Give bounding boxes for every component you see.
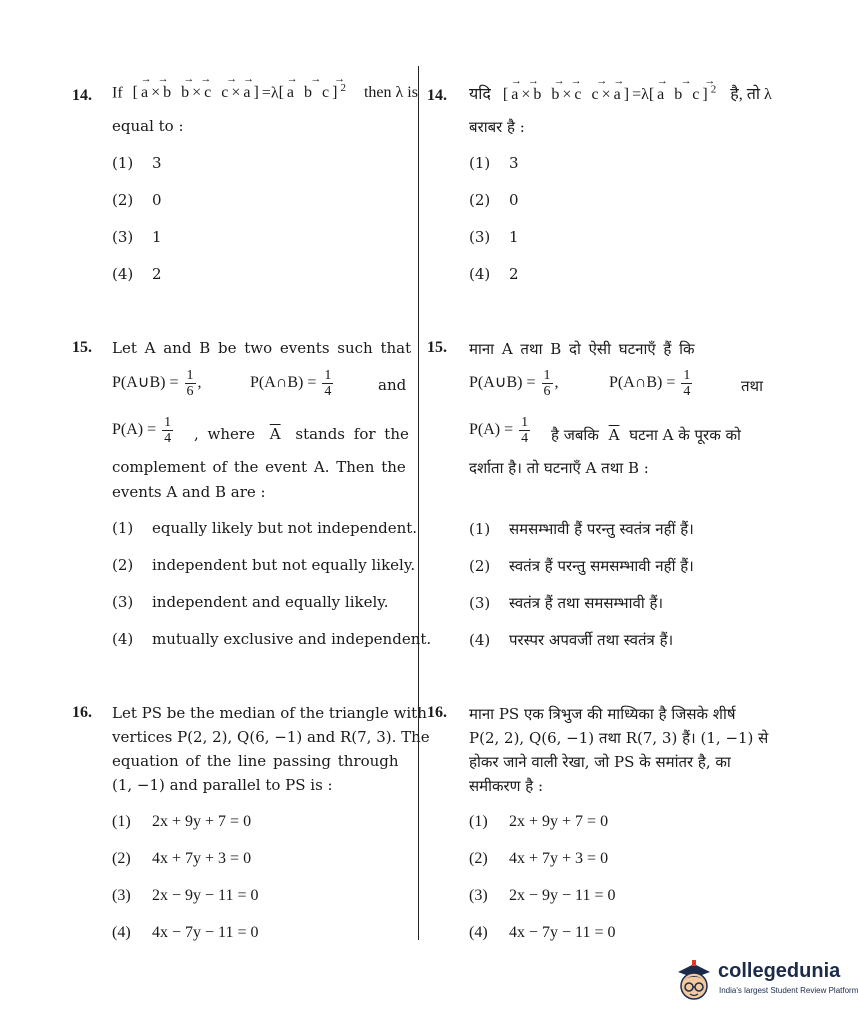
option-3[interactable]: (3) 1 xyxy=(469,228,519,246)
stem-suffix: then λ is xyxy=(363,84,418,102)
probability-union: P(A∪B) = $\frac{1}{6}$ , xyxy=(469,368,559,399)
option-3[interactable]: (3) 2x − 9y − 11 = 0 xyxy=(469,887,616,904)
question-14-stem xyxy=(112,73,418,102)
collegedunia-logo[interactable] xyxy=(672,958,858,1006)
vector-box-lhs: →→ →→ →→ [a×b b×c c×a] xyxy=(502,75,633,103)
option-4[interactable]: (4) 2 xyxy=(469,265,519,283)
stem-prefix: यदि xyxy=(469,86,491,103)
complement-definition: , where $\overline{A}$ stands for the xyxy=(194,425,409,443)
option-2[interactable]: (2) 0 xyxy=(469,191,519,209)
stem-line-1: Let PS be the median of the triangle with xyxy=(112,704,427,722)
question-number: 14. xyxy=(72,87,92,104)
stem-line-1: माना PS एक त्रिभुज की माध्यिका है जिसके शीर्ष xyxy=(469,705,736,723)
stem-line-2: P(2, 2), Q(6, −1) तथा R(7, 3) हैं। (1, −1) से xyxy=(469,729,769,747)
probability-intersection: P(A∩B) = $\frac{1}{4}$ xyxy=(609,368,691,399)
probability-complement: P(A) = $\frac{1}{4}$ xyxy=(469,415,529,446)
probability-intersection: P(A∩B) = $\frac{1}{4}$ xyxy=(250,368,332,399)
option-4[interactable]: (4) mutually exclusive and independent. xyxy=(112,630,432,648)
and-word: and xyxy=(378,376,407,394)
option-4[interactable]: (4) 4x − 7y − 11 = 0 xyxy=(112,924,259,941)
stem-suffix: है, तो λ xyxy=(730,86,772,103)
option-3[interactable]: (3) independent and equally likely. xyxy=(112,593,389,611)
stem-line-3: equation of the line passing through xyxy=(112,752,399,770)
probability-complement: P(A) = $\frac{1}{4}$ xyxy=(112,415,172,446)
vector-box-rhs: → → → [a b c] xyxy=(278,73,351,102)
fraction-one-fourth: $\frac{1}{4}$ xyxy=(683,368,691,399)
stem-line-1: Let A and B be two events such that xyxy=(112,339,412,357)
stem-line-3: होकर जाने वाली रेखा, जो PS के समांतर है, का xyxy=(469,753,731,771)
option-1[interactable]: (1) 3 xyxy=(112,154,162,172)
stem-line-1: माना A तथा B दो ऐसी घटनाएँ हैं कि xyxy=(469,340,695,358)
lambda-equals: =λ xyxy=(261,84,279,102)
stem-line-4: समीकरण है : xyxy=(469,777,544,795)
question-number: 16. xyxy=(72,704,92,721)
stem-line-2: equal to : xyxy=(112,117,184,135)
fraction-one-fourth: $\frac{1}{4}$ xyxy=(324,368,332,399)
stem-line-2: बराबर है : xyxy=(469,118,525,136)
stem-line-4: दर्शाता है। तो घटनाएँ A तथा B : xyxy=(469,459,649,477)
complement-definition: है जबकि $\overline{A}$ घटना A के पूरक को xyxy=(551,426,741,444)
vector-box-lhs: →→ →→ →→ [a×b b×c c×a] xyxy=(132,73,262,102)
option-2[interactable]: (2) 4x + 7y + 3 = 0 xyxy=(469,850,609,867)
question-number: 15. xyxy=(72,339,92,356)
student-mascot-icon xyxy=(672,958,716,1006)
question-number: 16. xyxy=(427,704,447,721)
fraction-one-sixth: $\frac{1}{6}$ xyxy=(186,368,194,399)
exponent: 2 xyxy=(710,83,717,96)
column-divider xyxy=(418,66,419,940)
stem-line-2: vertices P(2, 2), Q(6, −1) and R(7, 3). The xyxy=(112,728,430,746)
fraction-one-sixth: $\frac{1}{6}$ xyxy=(543,368,551,399)
probability-union: P(A∪B) = $\frac{1}{6}$ , xyxy=(112,368,202,399)
option-1[interactable]: (1) 2x + 9y + 7 = 0 xyxy=(469,813,609,830)
vector-box-rhs: → → → [a b c] xyxy=(648,75,721,103)
option-4[interactable]: (4) परस्पर अपवर्जी तथा स्वतंत्र हैं। xyxy=(469,631,674,649)
and-word: तथा xyxy=(741,377,764,395)
question-14-stem xyxy=(469,75,772,104)
stem-line-4: complement of the event A. Then the xyxy=(112,458,406,476)
option-3[interactable]: (3) 1 xyxy=(112,228,162,246)
option-1[interactable]: (1) समसम्भावी हैं परन्तु स्वतंत्र नहीं हैं। xyxy=(469,520,694,538)
option-4[interactable]: (4) 4x − 7y − 11 = 0 xyxy=(469,924,616,941)
option-2[interactable]: (2) स्वतंत्र हैं परन्तु समसम्भावी नहीं हैं। xyxy=(469,557,694,575)
fraction-one-fourth: $\frac{1}{4}$ xyxy=(164,415,172,446)
option-1[interactable]: (1) equally likely but not independent. xyxy=(112,519,418,537)
option-4[interactable]: (4) 2 xyxy=(112,265,162,283)
stem-prefix: If xyxy=(112,84,123,102)
stem-line-4: (1, −1) and parallel to PS is : xyxy=(112,776,333,794)
fraction-one-fourth: $\frac{1}{4}$ xyxy=(521,415,529,446)
lambda-equals: =λ xyxy=(632,86,649,103)
brand-tagline: India's largest Student Review Platform xyxy=(719,986,858,995)
option-1[interactable]: (1) 2x + 9y + 7 = 0 xyxy=(112,813,252,830)
brand-name: collegedunia xyxy=(718,960,841,982)
option-3[interactable]: (3) 2x − 9y − 11 = 0 xyxy=(112,887,259,904)
exponent: 2 xyxy=(340,82,346,94)
option-2[interactable]: (2) independent but not equally likely. xyxy=(112,556,416,574)
option-3[interactable]: (3) स्वतंत्र हैं तथा समसम्भावी हैं। xyxy=(469,594,664,612)
option-2[interactable]: (2) 4x + 7y + 3 = 0 xyxy=(112,850,252,867)
question-number: 15. xyxy=(427,339,447,356)
question-number: 14. xyxy=(427,87,447,104)
option-1[interactable]: (1) 3 xyxy=(469,154,519,172)
option-2[interactable]: (2) 0 xyxy=(112,191,162,209)
stem-line-5: events A and B are : xyxy=(112,483,266,501)
